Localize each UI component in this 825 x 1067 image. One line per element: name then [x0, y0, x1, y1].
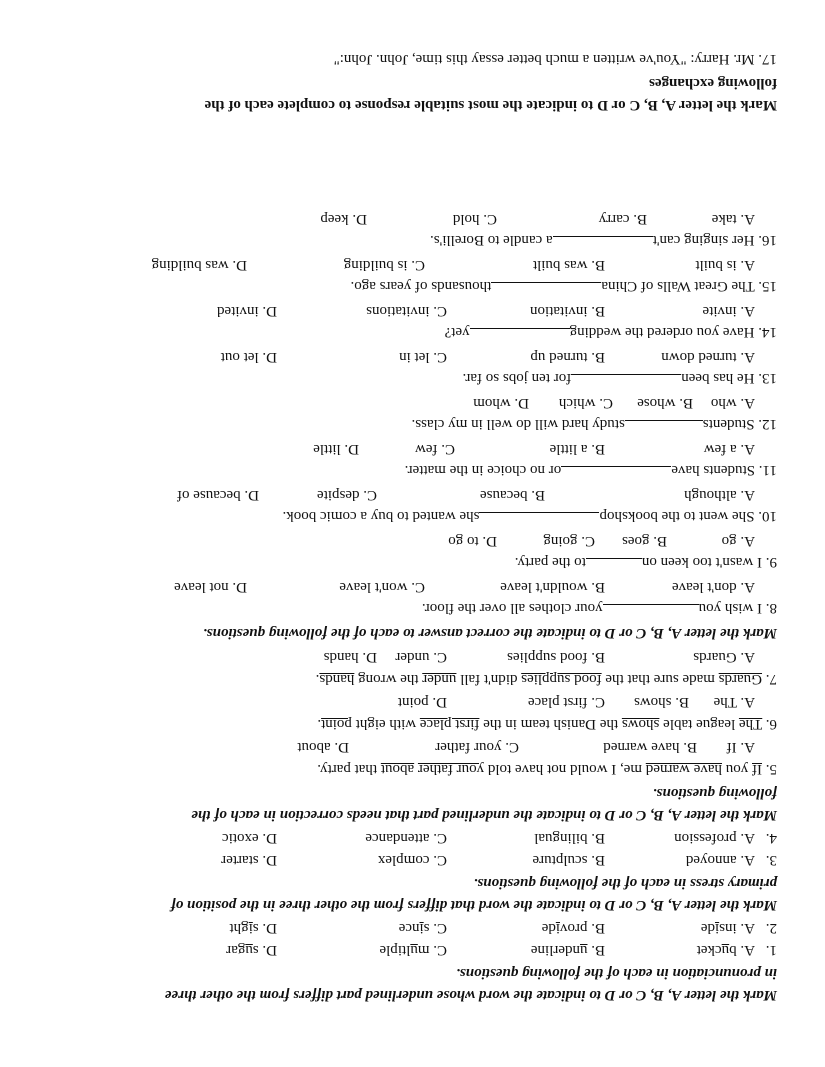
option-a[interactable]: A. Guards [693, 649, 755, 665]
question-14 [445, 321, 777, 343]
option-b[interactable]: B. wouldn't leave [500, 579, 605, 595]
question-stem: I wasn't too keen onto the party. [515, 554, 762, 570]
option-d[interactable]: D. little [313, 441, 359, 457]
answer-blank[interactable] [625, 420, 703, 435]
question-12 [412, 413, 778, 435]
option-c[interactable]: C. is building [343, 257, 425, 273]
option-d[interactable]: D. because of [176, 487, 259, 503]
option-c[interactable]: C. complex [377, 852, 447, 868]
question-9 [515, 551, 777, 573]
option-d[interactable]: D. point [397, 694, 447, 710]
option-d[interactable]: D. sight [229, 920, 277, 936]
question-stem: Mr. Harry: "You've written a much better essay this time, John. John:" [333, 51, 755, 67]
question-4 [222, 827, 777, 848]
question-number: 8. [765, 600, 777, 616]
option-d[interactable]: D. about [297, 739, 349, 755]
section-heading-exchange: Mark the letter A, B, C or D to indicate the most suitable response to complete each of the [204, 97, 777, 113]
answer-blank[interactable] [603, 604, 699, 619]
option-a[interactable]: A. The [713, 694, 755, 710]
option-d[interactable]: D. let out [220, 349, 277, 365]
option-d[interactable]: D. keep [320, 211, 367, 227]
option-d[interactable]: D. invited [217, 303, 277, 319]
question-11 [405, 459, 777, 481]
question-number: 9. [765, 554, 777, 570]
question-5 [317, 758, 777, 779]
question-stem: Students haveor no choice in the matter. [405, 462, 755, 478]
option-a[interactable]: A. If [726, 739, 755, 755]
question-1 [226, 939, 777, 960]
option-c[interactable]: C. hold [452, 211, 497, 227]
section-heading-pronunciation-cont: in pronunciation in each of the following questions. [456, 965, 777, 981]
option-a[interactable]: A. profession [674, 830, 755, 846]
section-heading-correct: Mark the letter A, B, C or D to indicate the correct answer to each of the following questions. [202, 625, 777, 641]
option-b[interactable]: B. carry [598, 211, 647, 227]
answer-blank[interactable] [480, 512, 600, 527]
option-a[interactable]: A. is built [695, 257, 755, 273]
option-b[interactable]: B. a little [549, 441, 605, 457]
question-number: 1. [765, 942, 777, 958]
question-number: 10. [758, 508, 777, 524]
section-heading-exchange-cont: following exchanges [649, 75, 777, 91]
answer-blank[interactable] [561, 466, 671, 481]
option-c[interactable]: C. since [398, 920, 447, 936]
option-a[interactable]: A. inside [700, 920, 755, 936]
answer-blank[interactable] [470, 328, 570, 343]
question-stem: I wish youyour clothes all over the floor. [422, 600, 762, 616]
question-number: 11. [758, 462, 777, 478]
section-heading-stress-cont: primary stress in each of the following questions. [473, 875, 777, 891]
option-a[interactable]: A. don't leave [671, 579, 755, 595]
option-a[interactable]: A. bucket [696, 942, 755, 958]
option-c[interactable]: C. despite [317, 487, 377, 503]
option-a[interactable]: A. a few [703, 441, 755, 457]
option-a[interactable]: A. invite [702, 303, 755, 319]
question-number: 3. [765, 852, 777, 868]
question-number: 7. [765, 671, 777, 687]
option-c[interactable]: C. won't leave [339, 579, 425, 595]
option-d[interactable]: D. not leave [174, 579, 247, 595]
question-stem: Have you ordered the weddingyet? [445, 324, 755, 340]
question-stem: Guards made sure that the food supplies didn't fall under the wrong hands. [315, 671, 762, 687]
answer-blank[interactable] [491, 282, 601, 297]
question-number: 5. [765, 761, 777, 777]
section-heading-stress: Mark the letter A, B, C or D to indicate the word that differs from the other three in the position of [170, 897, 777, 913]
question-stem: The Great Walls of Chinathousands of years ago. [350, 278, 754, 294]
question-stem: She went to the bookshopshe wanted to buy a comic book. [282, 508, 754, 524]
question-stem: Her singing can'ta candle to Borelli's. [430, 232, 755, 248]
option-a[interactable]: A. although [684, 487, 755, 503]
question-number: 2. [765, 920, 777, 936]
section-heading-error-cont: following questions. [652, 785, 777, 801]
option-b[interactable]: B. goes [622, 533, 667, 549]
question-number: 16. [758, 232, 777, 248]
question-number: 14. [758, 324, 777, 340]
question-stem: He has beenfor ten jobs so far. [462, 370, 754, 386]
option-b[interactable]: B. shows [633, 694, 689, 710]
option-c[interactable]: C. few [415, 441, 455, 457]
answer-blank[interactable] [553, 236, 653, 251]
option-d[interactable]: D. to go [448, 533, 497, 549]
answer-blank[interactable] [571, 374, 681, 389]
question-number: 17. [758, 51, 777, 67]
question-stem: If you have warned me, I would not have told your father about that party. [317, 761, 762, 777]
question-7 [316, 668, 777, 689]
option-c[interactable]: C. under [395, 649, 447, 665]
option-b[interactable]: B. because [480, 487, 545, 503]
option-a[interactable]: A. go [721, 533, 755, 549]
question-13 [462, 367, 777, 389]
option-c[interactable]: C. attendance [365, 830, 447, 846]
option-b[interactable]: B. invitation [530, 303, 605, 319]
question-number: 4. [765, 830, 777, 846]
option-d[interactable]: D. sugar [226, 942, 277, 958]
question-16 [430, 229, 777, 251]
question-8 [422, 597, 777, 619]
question-10 [282, 505, 777, 527]
answer-blank[interactable] [586, 558, 642, 573]
option-c[interactable]: C. going [543, 533, 595, 549]
option-b[interactable]: B. whose [637, 395, 693, 411]
option-c[interactable]: C. which [558, 395, 613, 411]
option-c[interactable]: C. let in [399, 349, 447, 365]
question-number: 13. [758, 370, 777, 386]
question-number: 12. [758, 416, 777, 432]
option-c[interactable]: C. first place [527, 694, 605, 710]
section-heading-error: Mark the letter A, B, C or D to indicate the underlined part that needs correction in each of the [191, 807, 777, 823]
option-d[interactable]: D. starter [221, 852, 277, 868]
option-b[interactable]: B. bilingual [534, 830, 605, 846]
option-c[interactable]: C. your father [435, 739, 519, 755]
option-b[interactable]: B. food supplies [507, 649, 605, 665]
option-d[interactable]: D. exotic [222, 830, 277, 846]
question-number: 6. [765, 716, 777, 732]
question-17 [334, 48, 777, 69]
option-a[interactable]: A. who [710, 395, 755, 411]
option-b[interactable]: B. turned up [530, 349, 605, 365]
option-c[interactable]: C. multiple [379, 942, 447, 958]
option-b[interactable]: B. sculpture [532, 852, 605, 868]
question-3 [221, 849, 777, 870]
question-2 [229, 917, 777, 938]
question-15 [350, 275, 777, 297]
option-b[interactable]: B. underline [530, 942, 605, 958]
question-6 [317, 713, 777, 734]
option-b[interactable]: B. have warned [603, 739, 697, 755]
option-a[interactable]: A. turned down [661, 349, 755, 365]
option-a[interactable]: A. take [711, 211, 755, 227]
section-heading-pronunciation: Mark the letter A, B, C or D to indicate the word whose underlined part differs from the other three [164, 987, 777, 1003]
option-d[interactable]: D. hands [323, 649, 377, 665]
option-a[interactable]: A. annoyed [685, 852, 755, 868]
question-stem: The league table shows the Danish team in the first place with eight point. [317, 716, 763, 732]
option-d[interactable]: D. whom [473, 395, 529, 411]
option-b[interactable]: B. was built [532, 257, 605, 273]
question-stem: Studentsstudy hard will do well in my class. [412, 416, 755, 432]
option-d[interactable]: D. was building [151, 257, 247, 273]
question-number: 15. [758, 278, 777, 294]
option-b[interactable]: B. provide [541, 920, 605, 936]
option-c[interactable]: C. invitations [366, 303, 447, 319]
